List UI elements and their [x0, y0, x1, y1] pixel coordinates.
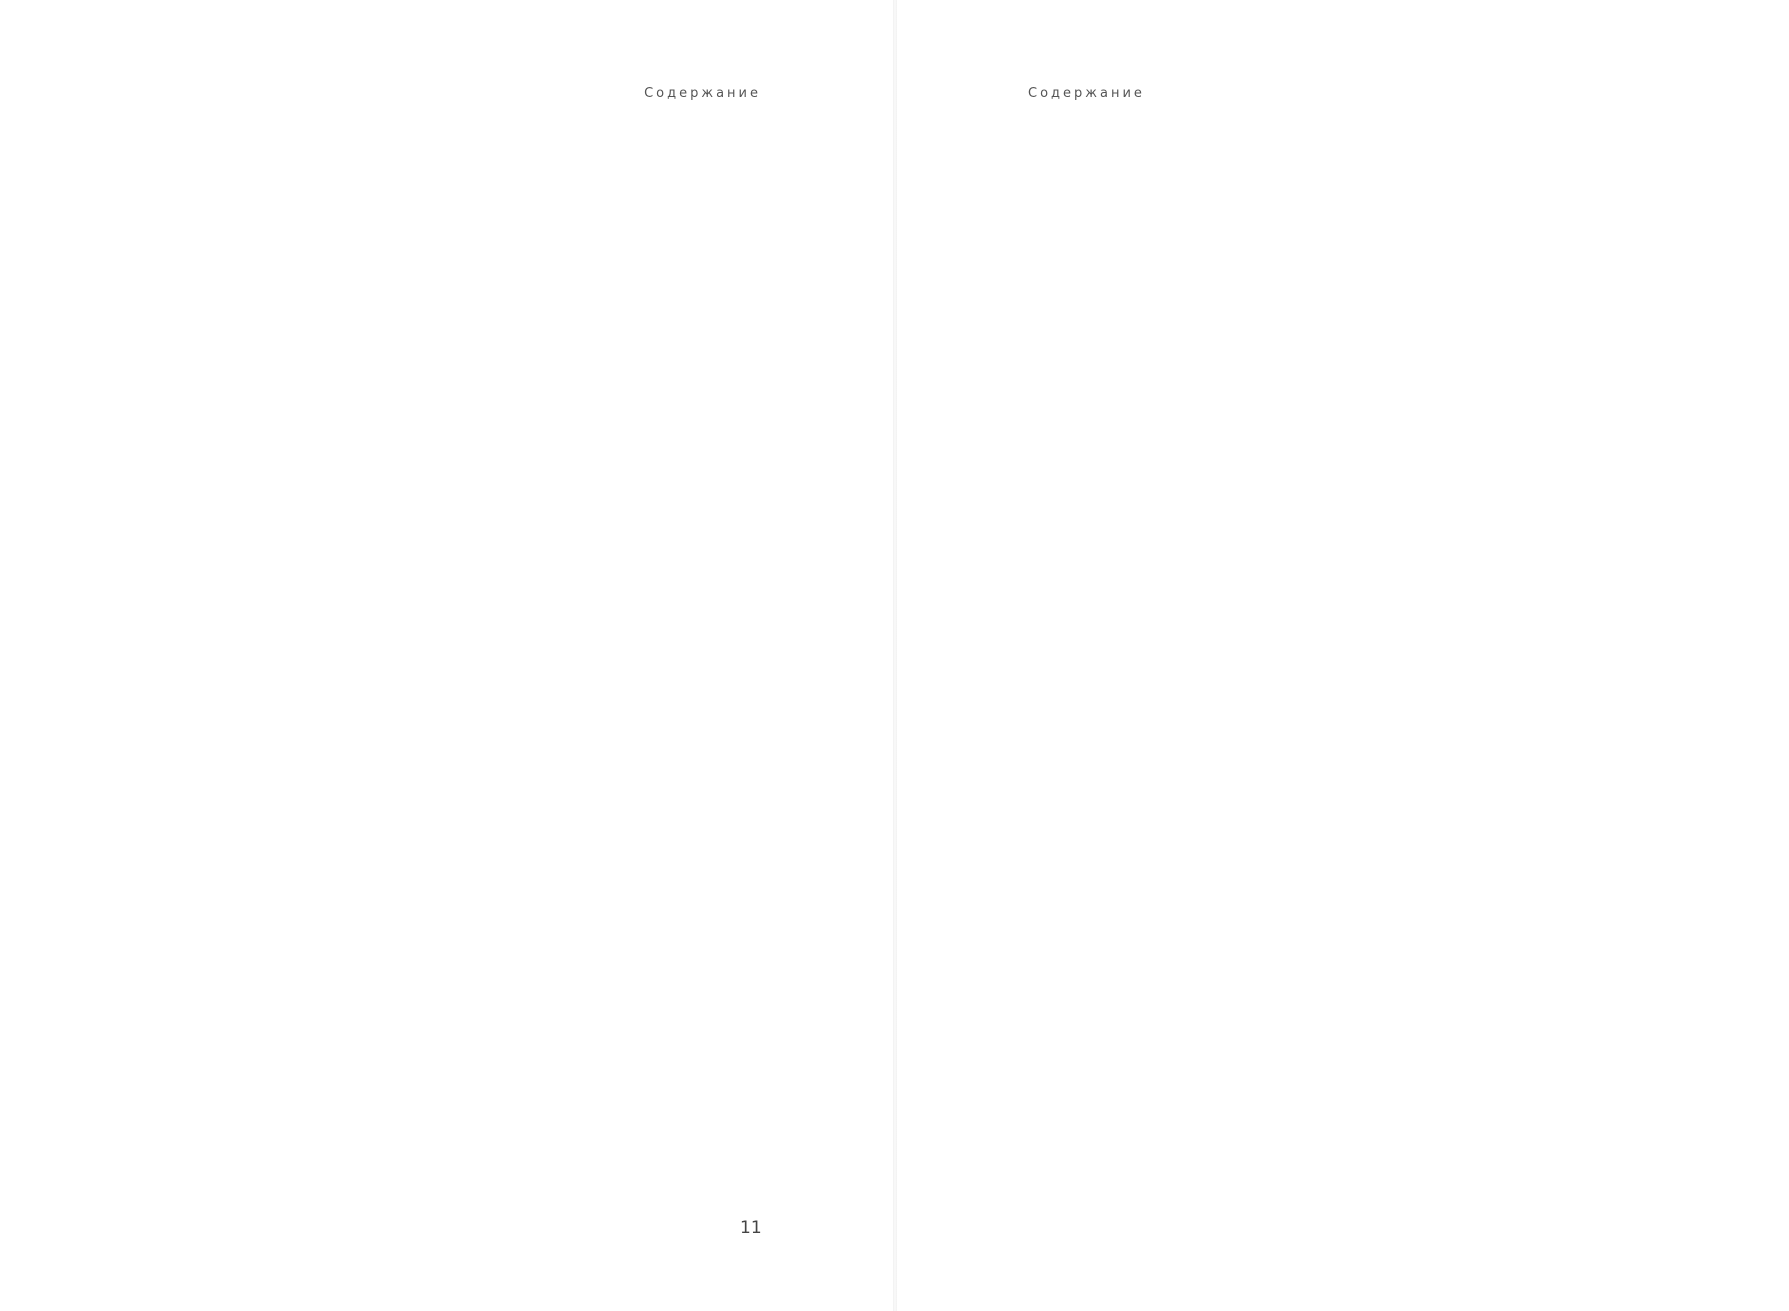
right-page: [897, 0, 1789, 1311]
running-head: Содержание: [644, 86, 761, 101]
left-page: [0, 0, 893, 1311]
running-head: Содержание: [1028, 86, 1145, 101]
page-number: 11: [740, 1218, 762, 1238]
